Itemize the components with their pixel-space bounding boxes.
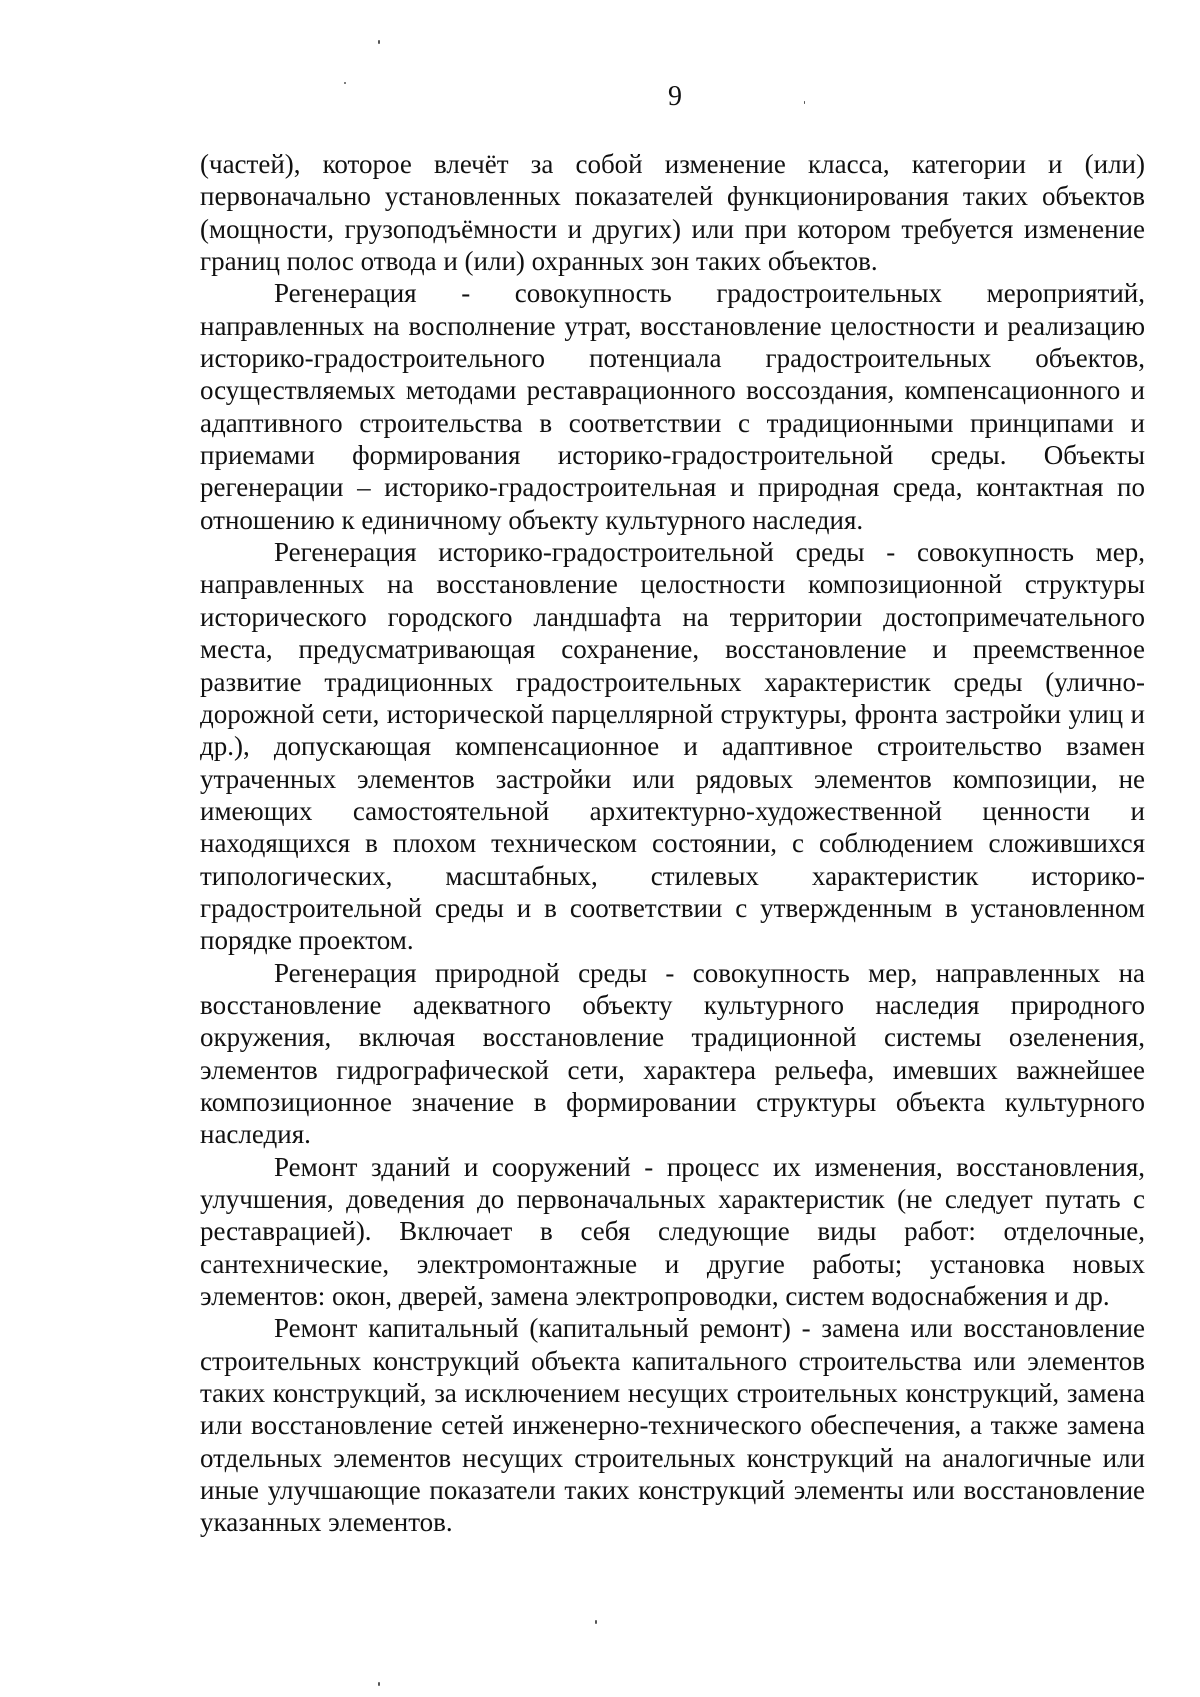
- scan-speck: [378, 40, 380, 44]
- scan-speck: [378, 1682, 380, 1686]
- page-number: 9: [668, 81, 682, 112]
- paragraph-building-repair: Ремонт зданий и сооружений - процесс их изменения, восстановления, улучшения, доведения до первоначальных характеристик (не следует путать с реставрацией). Включает в себя следующие виды работ: отделочные, сантехнические, электромонтажные и другие работы; установка новых элементов: окон, дверей, замена электропроводки, систем водоснабжения и др.: [200, 1151, 1145, 1312]
- paragraph-capital-repair: Ремонт капитальный (капитальный ремонт) - замена или восстановление строительных конструкций объекта капитального строительства или элементов таких конструкций, за исключением несущих строительных конструкций, замена или восстановление сетей инженерно-технического обеспечения, а также замена отдельных элементов несущих строительных конструкций на аналогичные или иные улучшающие показатели таких конструкций элементы или восстановление указанных элементов.: [200, 1313, 1145, 1538]
- paragraph-regeneration: Регенерация - совокупность градостроительных мероприятий, направленных на восполнение утрат, восстановление целостности и реализацию историко-градостроительного потенциала градостроительных объектов, осуществляемых методами реставрационного воссоздания, компенсационного и адаптивного строительства в соответствии с традиционными принципами и приемами формирования историко-градостроительной среды. Объекты регенерации – историко-градостроительная и природная среда, контактная по отношению к единичному объекту культурного наследия.: [200, 278, 1145, 535]
- paragraph-regeneration-urban-environment: Регенерация историко-градостроительной среды - совокупность мер, направленных на восстановление целостности композиционной структуры исторического городского ландшафта на территории достопримечательного места, предусматривающая сохранение, восстановление и преемственное развитие традиционных градостроительных характеристик среды (улично-дорожной сети, исторической парцеллярной структуры, фронта застройки улиц и др.), допускающая компенсационное и адаптивное строительство взамен утраченных элементов застройки или рядовых элементов композиции, не имеющих самостоятельной архитектурно-художественной ценности и находящихся в плохом техническом состоянии, с соблюдением сложившихся типологических, масштабных, стилевых характеристик историко-градостроительной среды и в соответствии с утвержденным в установленном порядке проектом.: [200, 537, 1145, 956]
- paragraph-regeneration-natural-environment: Регенерация природной среды - совокупность мер, направленных на восстановление адекватного объекту культурного наследия природного окружения, включая восстановление традиционной системы озеленения, элементов гидрографической сети, характера рельефа, имевших важнейшее композиционное значение в формировании структуры объекта культурного наследия.: [200, 957, 1145, 1150]
- scan-speck: [595, 1620, 597, 1624]
- paragraph-continuation: (частей), которое влечёт за собой изменение класса, категории и (или) первоначально установленных показателей функционирования таких объектов (мощности, грузоподъёмности и других) или при котором требуется изменение границ полос отвода и (или) охранных зон таких объектов.: [200, 149, 1145, 277]
- document-body: [200, 148, 1145, 1539]
- scan-speck: [804, 101, 805, 104]
- scan-speck: [344, 82, 346, 84]
